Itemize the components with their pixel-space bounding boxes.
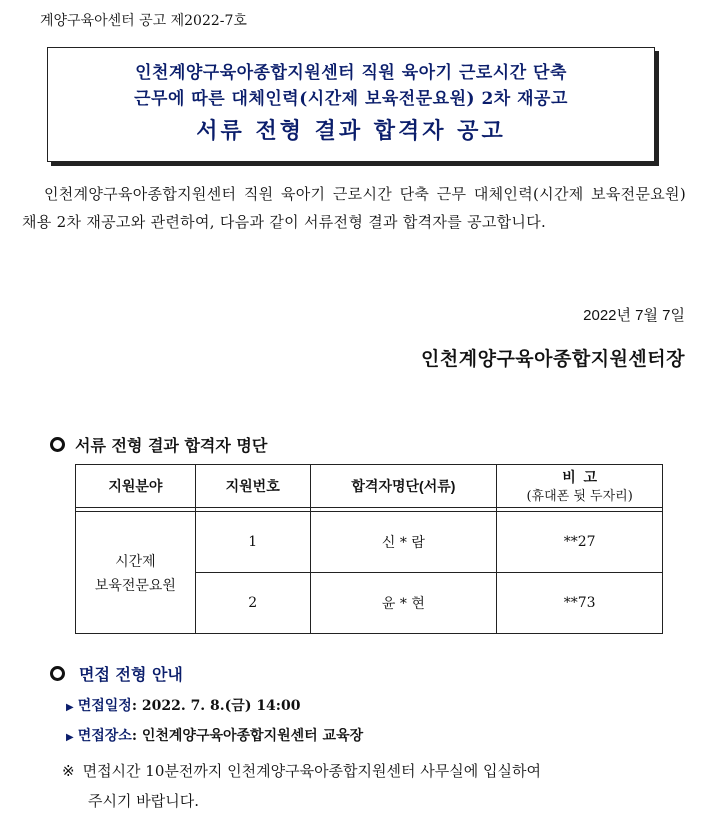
circle-bullet-icon	[50, 437, 65, 452]
field-cell	[76, 512, 196, 634]
interview-place-value: : 인천계양구육아종합지원센터 교육장	[131, 728, 364, 744]
organization-name: 인천계양구육아종합지원센터장	[421, 348, 685, 370]
column-header: 지원번호	[195, 465, 310, 508]
title-line-1: 인천계양구육아종합지원센터 직원 육아기 근로시간 단축	[135, 63, 567, 83]
applicant-remark: **73	[497, 573, 663, 634]
applicant-number: 1	[195, 512, 310, 573]
interview-date-line	[66, 695, 300, 715]
table-row	[76, 512, 663, 573]
remark-header-label: 비 고	[562, 468, 598, 485]
table-header-row	[76, 465, 663, 508]
notice-number: 계양구육아센터 공고 제2022-7호	[40, 13, 247, 29]
column-header: 지원분야	[76, 465, 196, 508]
applicant-name: 신 * 람	[310, 512, 497, 573]
result-section-heading	[50, 433, 267, 456]
note-text-2: 주시기 바랍니다.	[88, 792, 199, 810]
result-table	[75, 464, 663, 634]
interview-heading-text: 면접 전형 안내	[79, 665, 183, 684]
interview-place-label: 면접장소	[77, 728, 132, 744]
title-line-2: 근무에 따른 대체인력(시간제 보육전문요원) 2차 재공고	[134, 89, 568, 109]
note-line-1	[62, 756, 541, 786]
field-text: 시간제 보육전문요원	[94, 552, 176, 593]
applicant-remark: **27	[497, 512, 663, 573]
applicant-name: 윤 * 현	[310, 573, 497, 634]
result-heading-text: 서류 전형 결과 합격자 명단	[75, 436, 268, 455]
circle-bullet-icon	[50, 666, 65, 681]
remark-header-sub: (휴대폰 뒷 두자리)	[526, 488, 633, 504]
interview-place-line	[66, 725, 363, 745]
column-header: 합격자명단(서류)	[310, 465, 497, 508]
triangle-bullet-icon: ▶	[66, 702, 74, 713]
title-main: 서류 전형 결과 합격자 공고	[196, 118, 506, 144]
note-text-1: 면접시간 10분전까지 인천계양구육아종합지원센터 사무실에 입실하여	[82, 762, 541, 780]
note-mark-icon: ※	[62, 762, 75, 780]
applicant-number: 2	[195, 573, 310, 634]
interview-date-value: : 2022. 7. 8.(금) 14:00	[131, 698, 301, 714]
announcement-date: 2022년 7월 7일	[583, 307, 685, 324]
column-header-remark	[497, 465, 663, 508]
interview-date-label: 면접일정	[77, 698, 132, 714]
interview-note	[62, 756, 541, 816]
title-box	[47, 47, 655, 162]
interview-section-heading	[50, 662, 183, 685]
intro-paragraph: 인천계양구육아종합지원센터 직원 육아기 근로시간 단축 근무 대체인력(시간제 보육전문요원) 채용 2차 재공고와 관련하여, 다음과 같이 서류전형 결과 합격자를 공고합니다.	[22, 185, 686, 231]
triangle-bullet-icon: ▶	[66, 732, 74, 743]
